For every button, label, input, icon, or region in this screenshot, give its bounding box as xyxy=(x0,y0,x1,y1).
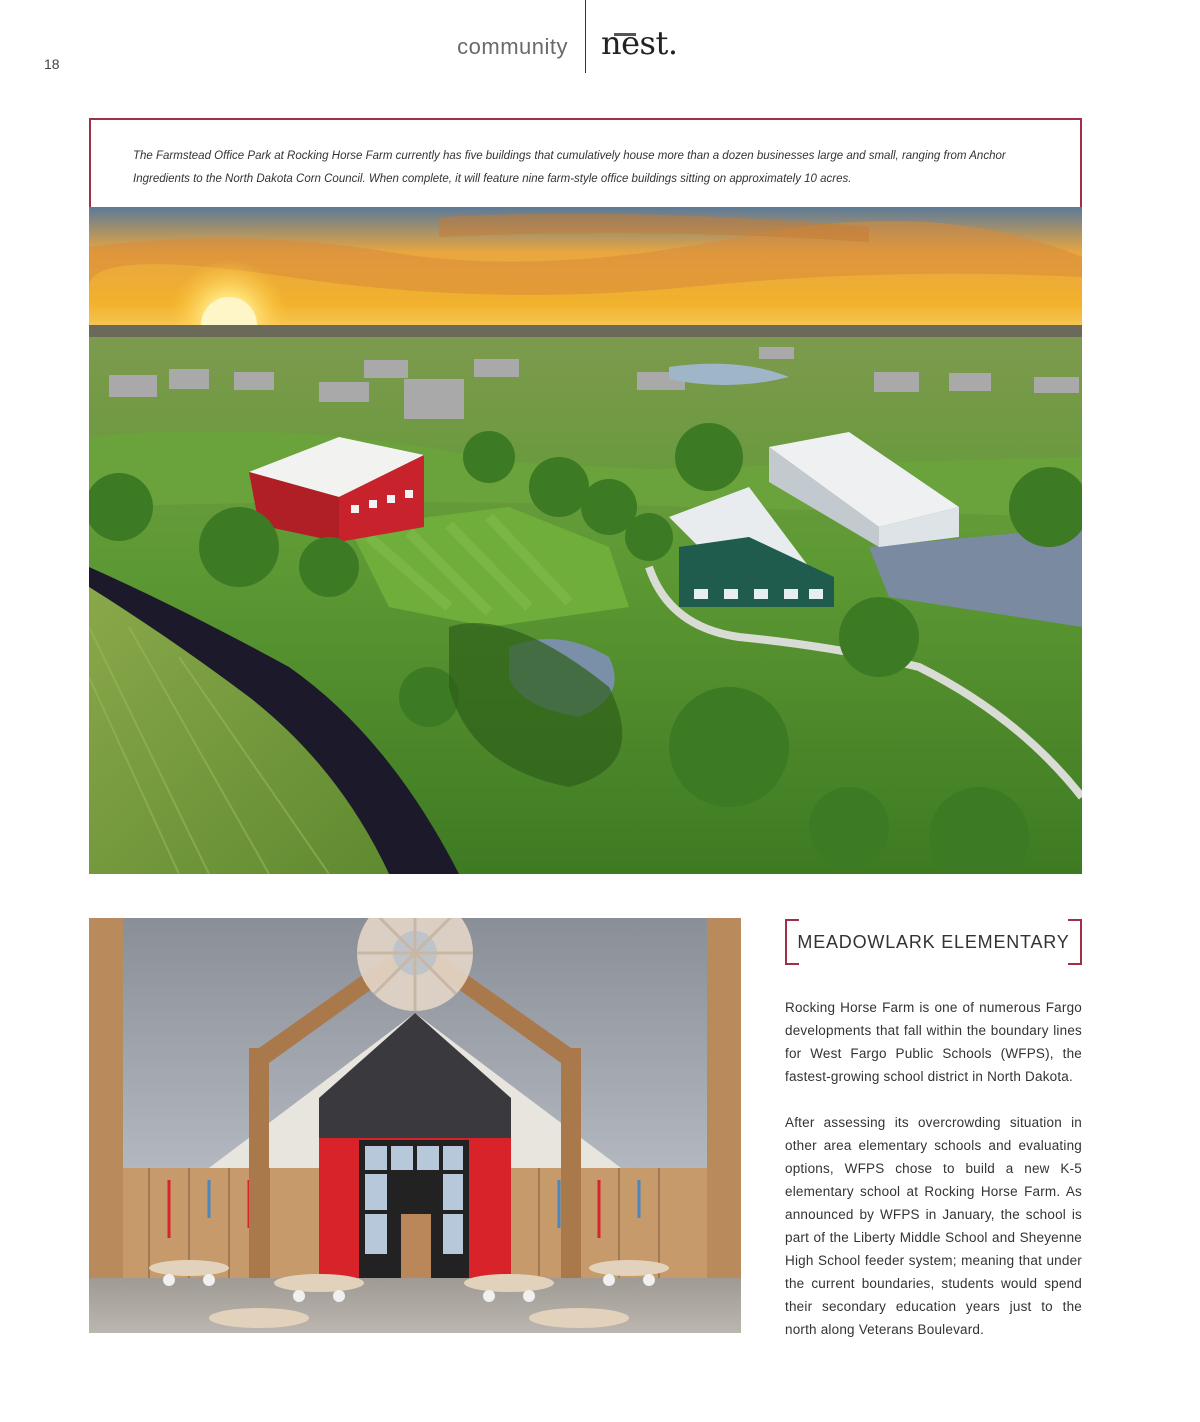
heading-bracket-left xyxy=(785,919,799,965)
article-paragraph: Rocking Horse Farm is one of numerous Fargo developments that fall within the boundary lines for West Fargo Public Schools (WFPS), the fastest-growing school district in North Dakota. xyxy=(785,1000,1082,1084)
photo-caption: The Farmstead Office Park at Rocking Horse Farm currently has five buildings that cumulatively house more than a dozen businesses large and small, ranging from Anchor Ingredients to the North Dakota Corn Council. When complete, it will feature nine farm-style office buildings sitting on approximately 10 acres. xyxy=(133,150,1006,185)
aerial-farm-photo xyxy=(89,207,1082,874)
brand-logo: nest. xyxy=(601,24,678,62)
masthead xyxy=(0,0,1200,76)
section-heading: MEADOWLARK ELEMENTARY xyxy=(797,931,1070,952)
article-body xyxy=(785,996,1082,1341)
masthead-divider xyxy=(585,0,586,73)
school-interior-rendering xyxy=(89,918,741,1333)
page-number: 18 xyxy=(44,56,60,72)
heading-bracket-right xyxy=(1068,919,1082,965)
article-paragraph: After assessing its overcrowding situation in other area elementary schools and evaluating options, WFPS chose to build a new K-5 elementary school at Rocking Horse Farm. As announced by WFPS in January, the school is part of the Liberty Middle School and Sheyenne High School feeder system; meaning that under the current boundaries, students would spend their secondary education years just to the north along Veterans Boulevard. xyxy=(785,1115,1082,1337)
section-heading-box xyxy=(785,919,1082,965)
section-label: community xyxy=(457,34,568,59)
photo-caption-box xyxy=(89,118,1082,208)
